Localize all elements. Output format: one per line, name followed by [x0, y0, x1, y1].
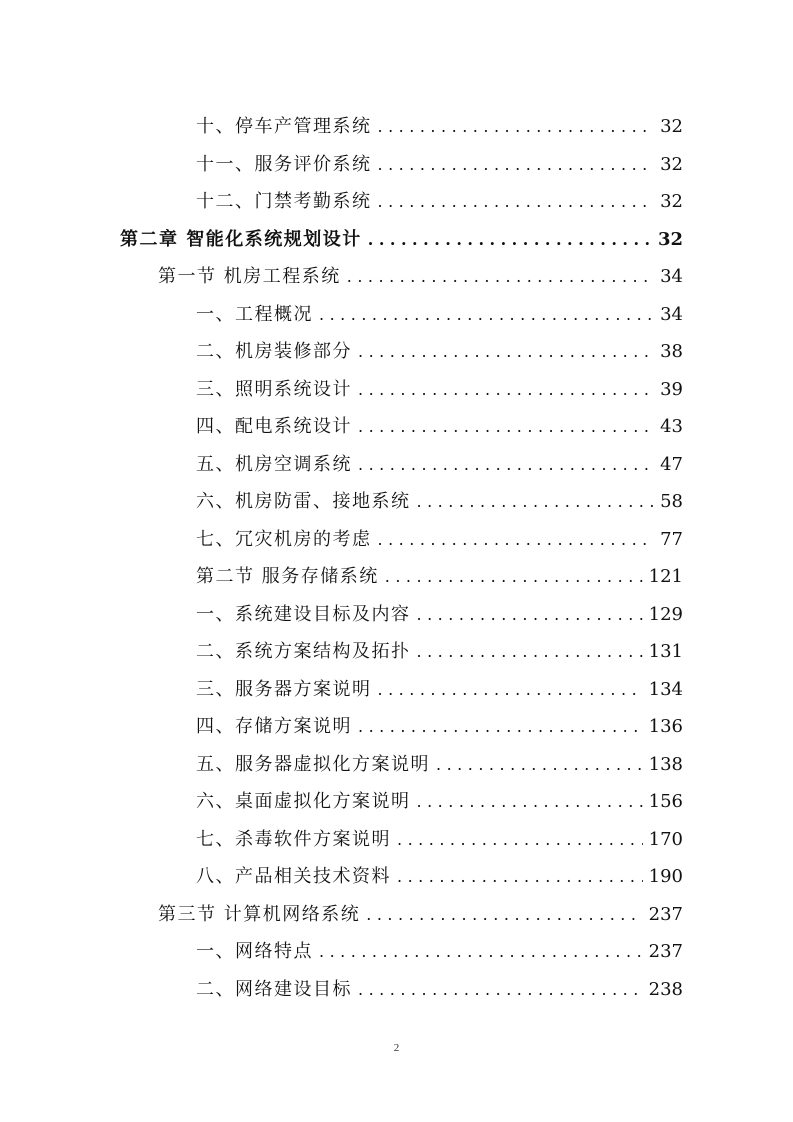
toc-leader-dots — [358, 454, 654, 476]
toc-entry-page: 138 — [648, 753, 683, 775]
toc-entry-label: 第一节 机房工程系统 — [158, 266, 341, 287]
toc-row — [0, 221, 793, 259]
toc-entry-page: 38 — [660, 341, 683, 362]
toc-entry-label: 第二节 服务存储系统 — [196, 566, 379, 587]
toc-entry[interactable] — [196, 716, 683, 738]
toc-entry-label: 一、系统建设目标及内容 — [196, 603, 411, 625]
toc-entry-page: 190 — [648, 866, 683, 887]
toc-leader-dots — [385, 566, 643, 588]
toc-entry-label: 第二章 智能化系统规划设计 — [120, 228, 362, 250]
toc-row — [0, 108, 793, 146]
toc-entry-label: 八、产品相关技术资料 — [196, 866, 391, 887]
toc-entry-label: 二、网络建设目标 — [196, 978, 352, 1000]
toc-entry-label: 第三节 计算机网络系统 — [158, 903, 361, 925]
toc-row — [0, 258, 793, 296]
toc-row — [0, 296, 793, 334]
toc-entry[interactable] — [196, 304, 683, 326]
toc-row — [0, 746, 793, 784]
toc-leader-dots — [417, 604, 643, 626]
toc-entry[interactable] — [196, 529, 683, 551]
toc-leader-dots — [347, 266, 654, 288]
toc-entry-label: 五、服务器虚拟化方案说明 — [196, 753, 430, 775]
toc-row — [0, 446, 793, 484]
toc-entry-page: 237 — [648, 903, 683, 925]
toc-leader-dots — [378, 116, 655, 138]
toc-leader-dots — [417, 491, 655, 513]
toc-entry-page: 156 — [648, 791, 683, 812]
toc-entry-label: 六、桌面虚拟化方案说明 — [196, 791, 411, 812]
toc-entry-label: 六、机房防雷、接地系统 — [196, 491, 411, 512]
toc-section-entry[interactable] — [158, 904, 683, 926]
toc-entry[interactable] — [196, 416, 683, 438]
toc-entry-label: 七、杀毒软件方案说明 — [196, 828, 391, 850]
toc-entry-label: 三、照明系统设计 — [196, 378, 352, 400]
toc-entry-page: 170 — [648, 828, 683, 850]
table-of-contents — [0, 108, 793, 1008]
toc-entry[interactable] — [196, 341, 683, 363]
toc-entry[interactable] — [196, 866, 683, 888]
toc-entry[interactable] — [196, 491, 683, 513]
toc-entry-label: 三、服务器方案说明 — [196, 678, 372, 700]
toc-leader-dots — [397, 829, 643, 851]
toc-entry[interactable] — [196, 754, 683, 776]
toc-leader-dots — [417, 641, 643, 663]
toc-entry-page: 34 — [660, 266, 683, 287]
toc-entry[interactable] — [196, 979, 683, 1001]
toc-entry[interactable] — [196, 604, 683, 626]
toc-row — [0, 596, 793, 634]
toc-leader-dots — [358, 341, 654, 363]
toc-entry[interactable] — [196, 641, 683, 663]
toc-entry-label: 五、机房空调系统 — [196, 453, 352, 475]
toc-row — [0, 333, 793, 371]
toc-entry[interactable] — [196, 454, 683, 476]
toc-row — [0, 146, 793, 184]
toc-leader-dots — [319, 941, 643, 963]
toc-entry-page: 131 — [648, 641, 683, 662]
toc-entry[interactable] — [196, 791, 683, 813]
toc-entry-label: 十一、服务评价系统 — [196, 153, 372, 175]
toc-entry-label: 二、系统方案结构及拓扑 — [196, 641, 411, 662]
toc-entry-label: 四、配电系统设计 — [196, 416, 352, 437]
toc-entry-page: 32 — [660, 191, 683, 212]
toc-entry-label: 二、机房装修部分 — [196, 341, 352, 362]
toc-entry-page: 43 — [660, 416, 683, 437]
toc-leader-dots — [368, 229, 652, 251]
toc-entry[interactable] — [196, 154, 683, 176]
toc-entry-page: 129 — [648, 603, 683, 625]
toc-row — [0, 783, 793, 821]
toc-entry[interactable] — [196, 829, 683, 851]
toc-entry-label: 四、存储方案说明 — [196, 716, 352, 737]
toc-leader-dots — [319, 304, 654, 326]
page-number: 2 — [393, 1042, 400, 1054]
toc-row — [0, 633, 793, 671]
toc-entry-label: 七、冗灾机房的考虑 — [196, 528, 372, 550]
toc-entry-page: 77 — [660, 528, 683, 550]
toc-row — [0, 708, 793, 746]
toc-entry-page: 32 — [657, 228, 683, 250]
toc-leader-dots — [397, 866, 643, 888]
toc-entry-page: 237 — [648, 941, 683, 962]
toc-entry-label: 十、停车产管理系统 — [196, 116, 372, 137]
toc-entry[interactable] — [196, 679, 683, 701]
toc-entry-page: 136 — [648, 716, 683, 737]
toc-leader-dots — [358, 979, 643, 1001]
toc-leader-dots — [378, 679, 643, 701]
toc-entry-page: 47 — [660, 453, 683, 475]
toc-section-entry[interactable] — [196, 566, 683, 588]
toc-row — [0, 371, 793, 409]
toc-leader-dots — [358, 379, 654, 401]
toc-row — [0, 408, 793, 446]
toc-entry-page: 121 — [648, 566, 683, 587]
toc-row — [0, 896, 793, 934]
toc-leader-dots — [358, 716, 643, 738]
toc-row — [0, 858, 793, 896]
toc-row — [0, 671, 793, 709]
toc-leader-dots — [436, 754, 643, 776]
toc-entry[interactable] — [196, 191, 683, 213]
toc-entry[interactable] — [196, 116, 683, 138]
toc-entry-page: 32 — [660, 153, 683, 175]
toc-row — [0, 821, 793, 859]
toc-entry-page: 134 — [648, 678, 683, 700]
toc-row — [0, 933, 793, 971]
toc-leader-dots — [358, 416, 654, 438]
toc-entry-page: 238 — [648, 978, 683, 1000]
toc-leader-dots — [366, 904, 642, 926]
toc-leader-dots — [378, 529, 655, 551]
toc-row — [0, 521, 793, 559]
toc-section-entry[interactable] — [158, 266, 683, 288]
toc-entry-page: 32 — [660, 116, 683, 137]
toc-chapter-entry[interactable] — [120, 229, 683, 251]
toc-row — [0, 483, 793, 521]
toc-leader-dots — [378, 191, 655, 213]
toc-row — [0, 183, 793, 221]
toc-entry-page: 58 — [660, 491, 683, 512]
toc-row — [0, 971, 793, 1009]
toc-entry-label: 十二、门禁考勤系统 — [196, 191, 372, 212]
toc-leader-dots — [378, 154, 655, 176]
toc-entry-label: 一、网络特点 — [196, 941, 313, 962]
toc-leader-dots — [417, 791, 643, 813]
toc-row — [0, 558, 793, 596]
toc-entry-page: 39 — [660, 378, 683, 400]
toc-entry[interactable] — [196, 941, 683, 963]
toc-entry-page: 34 — [660, 303, 683, 325]
toc-entry-label: 一、工程概况 — [196, 303, 313, 325]
toc-entry[interactable] — [196, 379, 683, 401]
